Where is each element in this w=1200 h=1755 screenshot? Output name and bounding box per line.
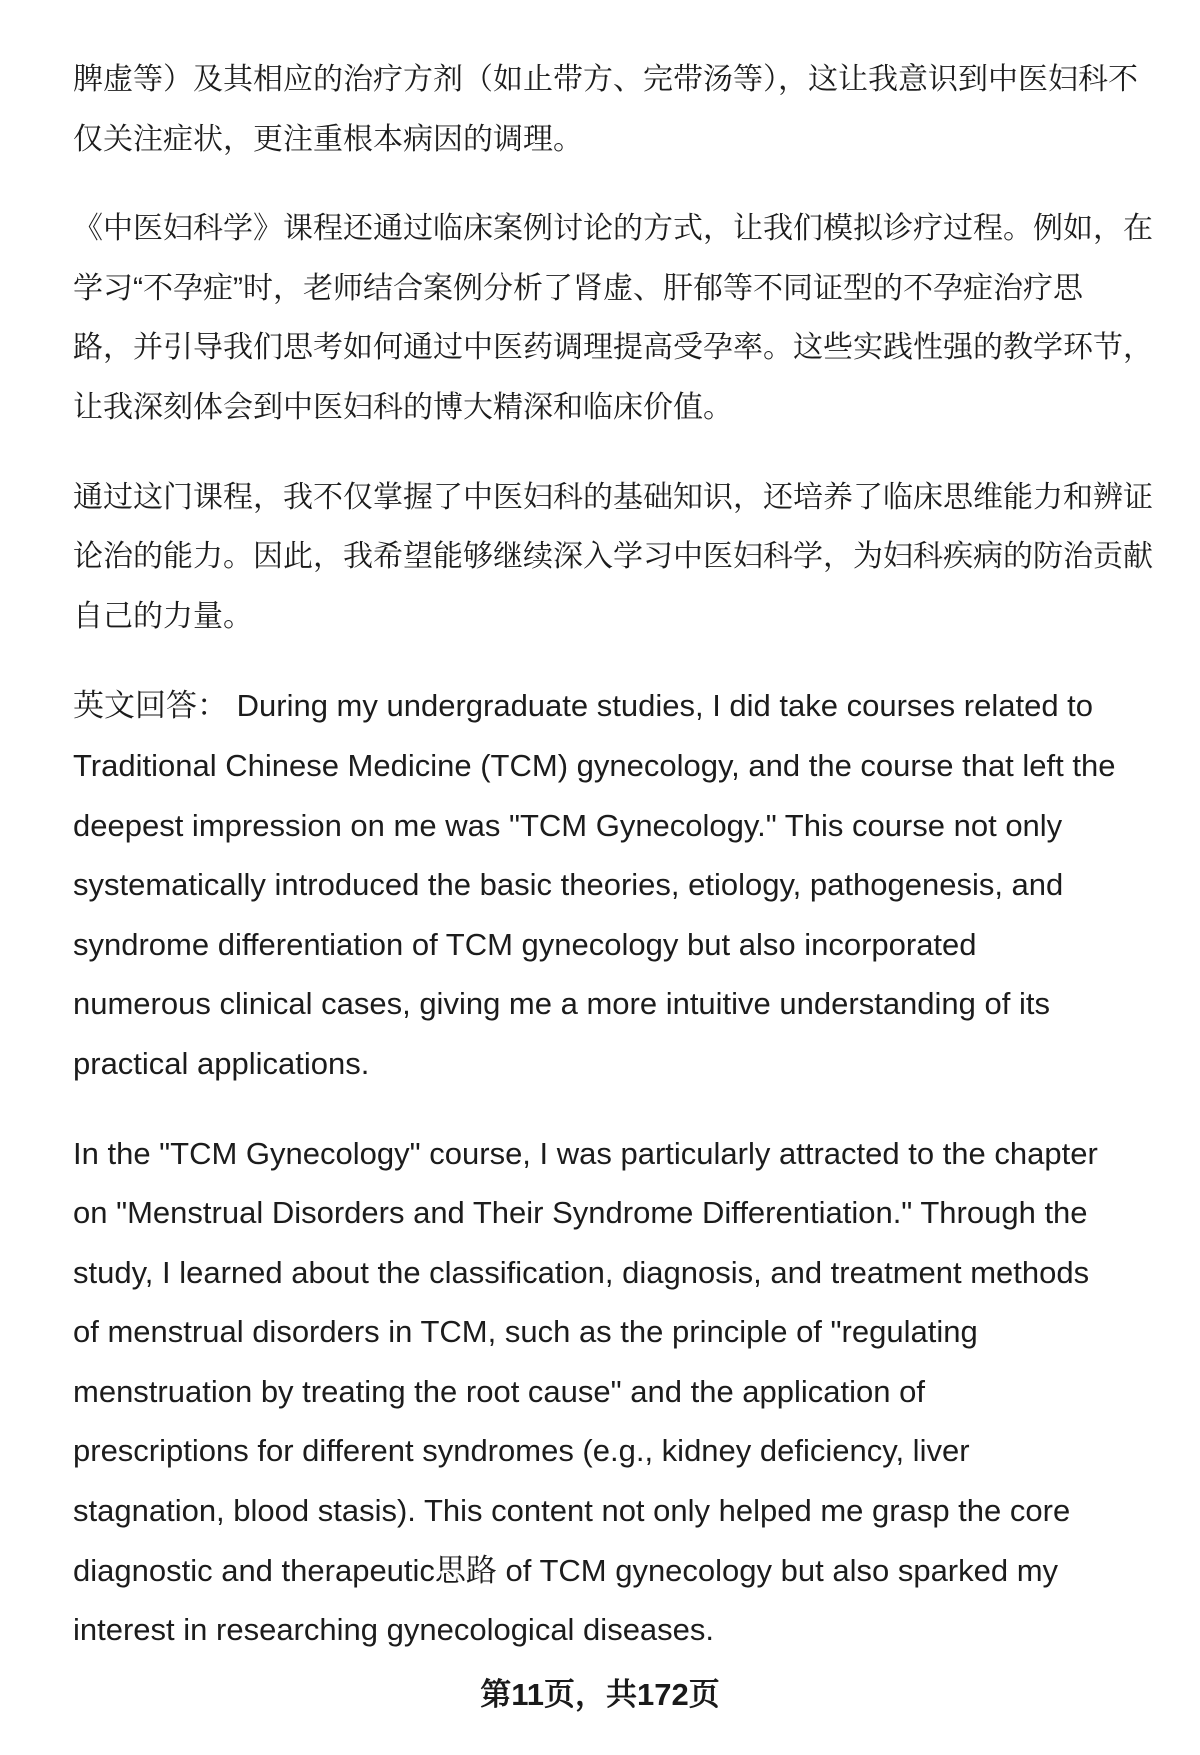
text-line: on "Menstrual Disorders and Their Syndrome Differentiation." Through the (73, 1195, 1088, 1231)
document-body (73, 50, 1183, 1660)
text-line: 《中医妇科学》课程还通过临床案例讨论的方式，让我们模拟诊疗过程。例如，在 (73, 212, 1153, 246)
text-line: In the "TCM Gynecology" course, I was particularly attracted to the chapter (73, 1135, 1098, 1171)
text-line: study, I learned about the classification, diagnosis, and treatment methods (73, 1254, 1090, 1290)
paragraph-3 (73, 468, 1183, 647)
paragraph-2 (73, 199, 1183, 437)
text-line: 路，并引导我们思考如何通过中医药调理提高受孕率。这些实践性强的教学环节， (73, 331, 1153, 365)
text-line: numerous clinical cases, giving me a more intuitive understanding of its (73, 986, 1050, 1022)
paragraph-4 (73, 676, 1183, 1093)
text-line: 通过这门课程，我不仅掌握了中医妇科的基础知识，还培养了临床思维能力和辨证 (73, 480, 1153, 514)
text-line: 学习“不孕症”时，老师结合案例分析了肾虚、肝郁等不同证型的不孕症治疗思 (73, 271, 1083, 305)
text-line: syndrome differentiation of TCM gynecology but also incorporated (73, 926, 977, 962)
page-number-footer: 第11页，共172页 (480, 1677, 720, 1712)
text-line: systematically introduced the basic theories, etiology, pathogenesis, and (73, 867, 1064, 903)
text-line: stagnation, blood stasis). This content not only helped me grasp the core (73, 1493, 1071, 1529)
text-line: 自己的力量。 (73, 599, 253, 633)
text-line: diagnostic and therapeutic思路 of TCM gynecology but also sparked my (73, 1552, 1059, 1588)
text-line: 让我深刻体会到中医妇科的博大精深和临床价值。 (73, 390, 733, 424)
paragraph-1 (73, 50, 1183, 169)
text-line: 脾虚等）及其相应的治疗方剂（如止带方、完带汤等），这让我意识到中医妇科不 (73, 63, 1138, 96)
text-line: Traditional Chinese Medicine (TCM) gynecology, and the course that left the (73, 747, 1116, 783)
text-line: prescriptions for different syndromes (e.g., kidney deficiency, liver (73, 1433, 970, 1469)
text-line: deepest impression on me was "TCM Gynecology." This course not only (73, 807, 1063, 843)
paragraph-5 (73, 1124, 1183, 1660)
text-line: practical applications. (73, 1045, 370, 1081)
text-line: of menstrual disorders in TCM, such as the principle of "regulating (73, 1314, 978, 1350)
text-line: 仅关注症状，更注重根本病因的调理。 (73, 122, 583, 156)
text-line: menstruation by treating the root cause" and the application of (73, 1373, 925, 1409)
text-line: 论治的能力。因此，我希望能够继续深入学习中医妇科学，为妇科疾病的防治贡献 (73, 540, 1153, 574)
text-line: interest in researching gynecological diseases. (73, 1612, 715, 1648)
text-line: 英文回答： During my undergraduate studies, I did take courses related to (73, 688, 1094, 724)
